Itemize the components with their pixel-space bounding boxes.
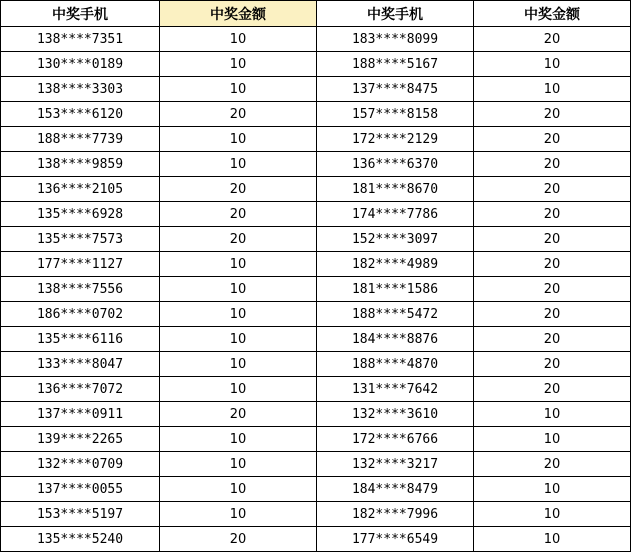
cell-phone-2: 132****3610 (317, 402, 474, 427)
cell-phone-2: 131****7642 (317, 377, 474, 402)
cell-phone-2: 174****7786 (317, 202, 474, 227)
header-phone-2: 中奖手机 (317, 1, 474, 27)
cell-phone-1: 153****6120 (1, 102, 160, 127)
table-row (1, 427, 631, 452)
table-row (1, 477, 631, 502)
cell-phone-2: 188****5472 (317, 302, 474, 327)
cell-phone-1: 153****5197 (1, 502, 160, 527)
cell-amount-2: 20 (474, 277, 631, 302)
cell-phone-2: 177****6549 (317, 527, 474, 552)
cell-amount-1: 20 (160, 102, 317, 127)
cell-amount-2: 10 (474, 527, 631, 552)
table-row (1, 302, 631, 327)
cell-phone-1: 135****7573 (1, 227, 160, 252)
cell-amount-1: 10 (160, 277, 317, 302)
cell-phone-1: 138****7351 (1, 27, 160, 52)
cell-amount-2: 20 (474, 327, 631, 352)
cell-phone-2: 182****7996 (317, 502, 474, 527)
cell-phone-1: 130****0189 (1, 52, 160, 77)
cell-phone-2: 157****8158 (317, 102, 474, 127)
cell-amount-2: 20 (474, 377, 631, 402)
cell-amount-2: 20 (474, 452, 631, 477)
cell-amount-1: 10 (160, 427, 317, 452)
cell-phone-1: 138****7556 (1, 277, 160, 302)
cell-phone-1: 188****7739 (1, 127, 160, 152)
header-row (1, 1, 631, 27)
cell-amount-2: 10 (474, 502, 631, 527)
cell-phone-2: 172****6766 (317, 427, 474, 452)
cell-phone-2: 183****8099 (317, 27, 474, 52)
cell-amount-2: 10 (474, 77, 631, 102)
table-row (1, 527, 631, 552)
cell-amount-1: 10 (160, 502, 317, 527)
cell-amount-2: 20 (474, 227, 631, 252)
table-row (1, 502, 631, 527)
table-row (1, 252, 631, 277)
cell-phone-1: 137****0055 (1, 477, 160, 502)
table-row (1, 102, 631, 127)
cell-phone-2: 132****3217 (317, 452, 474, 477)
cell-amount-1: 10 (160, 27, 317, 52)
cell-amount-2: 20 (474, 152, 631, 177)
cell-phone-2: 181****8670 (317, 177, 474, 202)
table-row (1, 377, 631, 402)
cell-amount-1: 20 (160, 202, 317, 227)
table-row (1, 127, 631, 152)
cell-amount-1: 10 (160, 477, 317, 502)
cell-phone-2: 184****8876 (317, 327, 474, 352)
cell-amount-1: 10 (160, 77, 317, 102)
table-row (1, 177, 631, 202)
cell-phone-2: 181****1586 (317, 277, 474, 302)
cell-phone-2: 184****8479 (317, 477, 474, 502)
cell-phone-1: 137****0911 (1, 402, 160, 427)
cell-amount-2: 10 (474, 477, 631, 502)
cell-amount-1: 10 (160, 52, 317, 77)
table-row (1, 452, 631, 477)
cell-phone-1: 136****7072 (1, 377, 160, 402)
header-amount-2: 中奖金额 (474, 1, 631, 27)
table-row (1, 227, 631, 252)
cell-amount-2: 20 (474, 27, 631, 52)
cell-amount-2: 20 (474, 202, 631, 227)
cell-phone-2: 172****2129 (317, 127, 474, 152)
cell-phone-2: 137****8475 (317, 77, 474, 102)
cell-amount-2: 10 (474, 427, 631, 452)
cell-amount-1: 20 (160, 402, 317, 427)
cell-amount-1: 10 (160, 327, 317, 352)
cell-amount-1: 20 (160, 527, 317, 552)
header-phone-1: 中奖手机 (1, 1, 160, 27)
table-row (1, 352, 631, 377)
cell-phone-1: 135****6116 (1, 327, 160, 352)
table-row (1, 77, 631, 102)
table-row (1, 27, 631, 52)
cell-amount-2: 20 (474, 127, 631, 152)
cell-phone-1: 135****5240 (1, 527, 160, 552)
cell-amount-1: 20 (160, 177, 317, 202)
cell-phone-2: 136****6370 (317, 152, 474, 177)
cell-amount-1: 10 (160, 152, 317, 177)
cell-amount-1: 10 (160, 452, 317, 477)
cell-phone-1: 133****8047 (1, 352, 160, 377)
cell-amount-1: 10 (160, 252, 317, 277)
cell-phone-1: 136****2105 (1, 177, 160, 202)
cell-phone-2: 152****3097 (317, 227, 474, 252)
cell-phone-1: 177****1127 (1, 252, 160, 277)
cell-amount-1: 10 (160, 127, 317, 152)
table-body (1, 27, 631, 552)
cell-amount-1: 10 (160, 302, 317, 327)
cell-phone-1: 139****2265 (1, 427, 160, 452)
cell-amount-2: 20 (474, 302, 631, 327)
cell-phone-1: 132****0709 (1, 452, 160, 477)
table-row (1, 402, 631, 427)
table-row (1, 152, 631, 177)
table-row (1, 202, 631, 227)
cell-amount-2: 20 (474, 352, 631, 377)
cell-amount-2: 10 (474, 402, 631, 427)
cell-amount-1: 10 (160, 352, 317, 377)
cell-phone-2: 182****4989 (317, 252, 474, 277)
cell-phone-1: 138****3303 (1, 77, 160, 102)
table-row (1, 327, 631, 352)
cell-amount-1: 20 (160, 227, 317, 252)
table-row (1, 52, 631, 77)
header-amount-1: 中奖金额 (160, 1, 317, 27)
cell-amount-1: 10 (160, 377, 317, 402)
cell-phone-1: 138****9859 (1, 152, 160, 177)
table-row (1, 277, 631, 302)
cell-amount-2: 20 (474, 177, 631, 202)
cell-phone-1: 135****6928 (1, 202, 160, 227)
cell-amount-2: 20 (474, 102, 631, 127)
cell-amount-2: 20 (474, 252, 631, 277)
cell-phone-1: 186****0702 (1, 302, 160, 327)
cell-phone-2: 188****5167 (317, 52, 474, 77)
cell-amount-2: 10 (474, 52, 631, 77)
cell-phone-2: 188****4870 (317, 352, 474, 377)
